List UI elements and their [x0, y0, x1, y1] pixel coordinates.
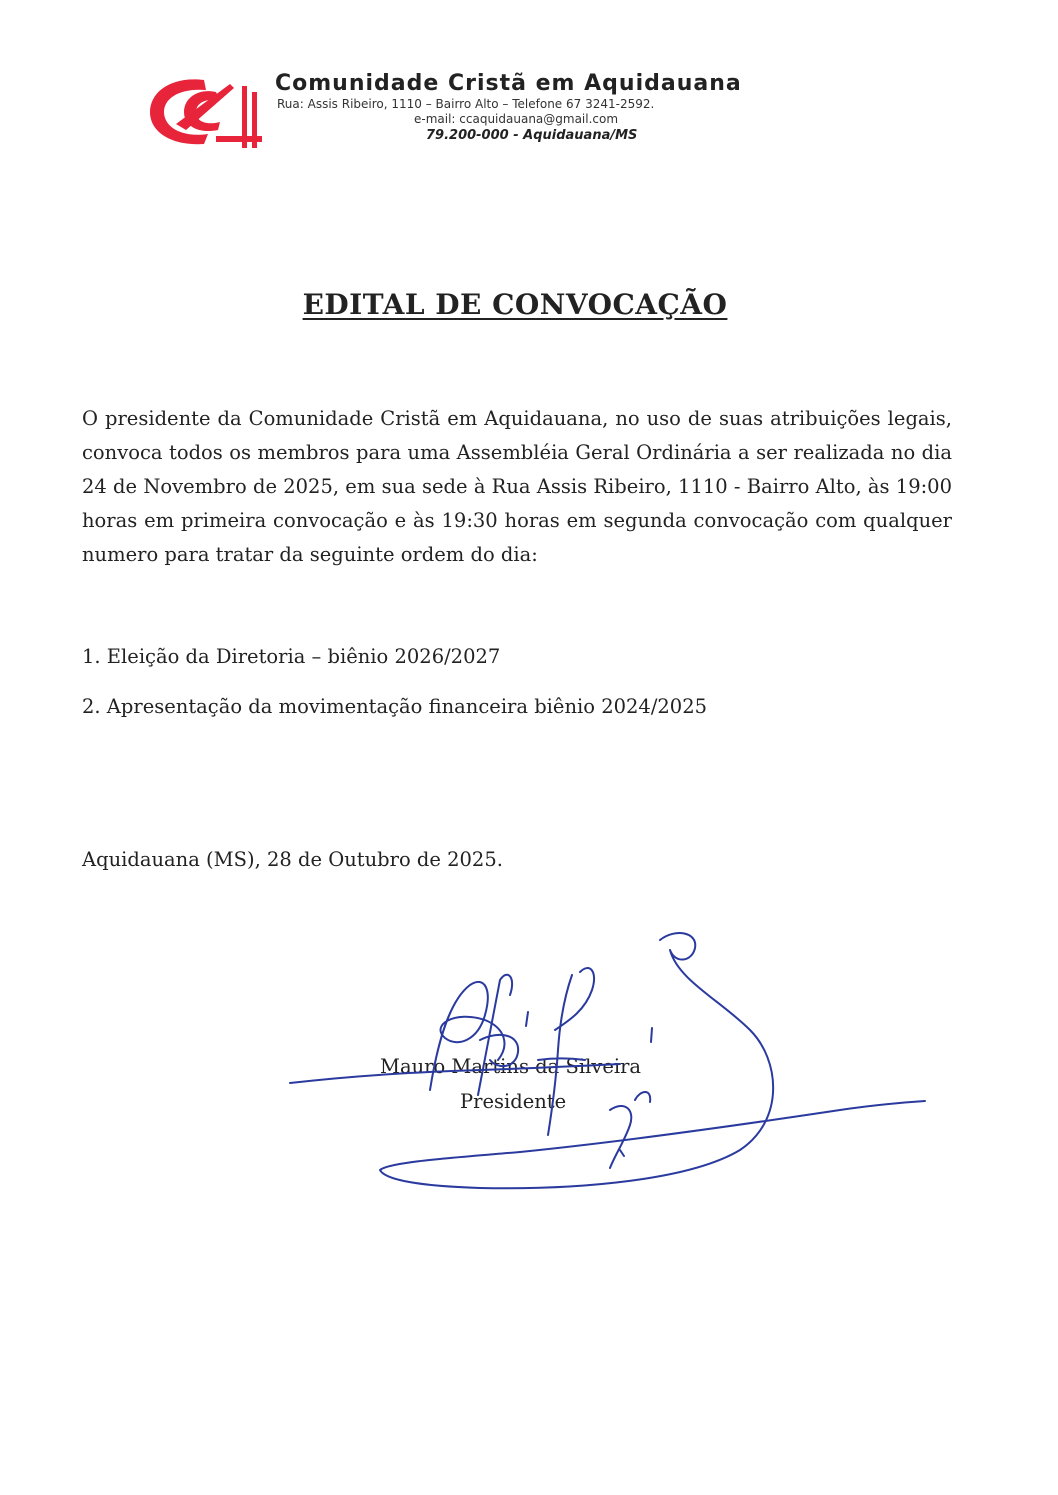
document-title: EDITAL DE CONVOCAÇÃO	[302, 288, 728, 321]
agenda-item: 1. Eleição da Diretoria – biênio 2026/2027	[82, 645, 501, 668]
handwritten-signature	[280, 920, 930, 1220]
signer-name: Mauro Martins da Silveira	[380, 1055, 642, 1078]
signature-small-mark	[620, 1150, 624, 1156]
signature-tick-2	[651, 1028, 652, 1042]
signature-big-loop	[380, 933, 925, 1188]
organization-email: e-mail: ccaquidauana@gmail.com	[414, 112, 619, 126]
organization-cep-city: 79.200-000 - Aquidauana/MS	[426, 128, 638, 143]
signature-letter-f	[538, 968, 594, 1135]
signature-letter-b	[478, 975, 518, 1095]
agenda-item: 2. Apresentação da movimentação financeira biênio 2024/2025	[82, 695, 708, 718]
organization-name: Comunidade Cristã em Aquidauana	[275, 71, 742, 96]
convocation-body: O presidente da Comunidade Cristã em Aquidauana, no uso de suas atribuições legais, convoca todos os membros para uma Assembléia Geral Ordinária a ser realizada no dia 24 de Novembro de 2025, em sua sede à Rua Assis Ribeiro, 1110 - Bairro Alto, às 19:00 horas em primeira convocação e às 19:30 horas em segunda convocação com qualquer numero para tratar da seguinte ordem do dia:	[82, 407, 952, 566]
signature-underline-stroke	[290, 1064, 620, 1083]
signature-tick-1	[526, 1012, 528, 1026]
logo-base	[216, 136, 262, 142]
organization-logo	[146, 72, 264, 150]
place-and-date: Aquidauana (MS), 28 de Outubro de 2025.	[82, 848, 503, 871]
organization-address: Rua: Assis Ribeiro, 1110 – Bairro Alto – Telefone 67 3241-2592.	[277, 97, 655, 111]
signature-hook	[610, 1092, 650, 1168]
signer-role: Presidente	[460, 1090, 567, 1113]
